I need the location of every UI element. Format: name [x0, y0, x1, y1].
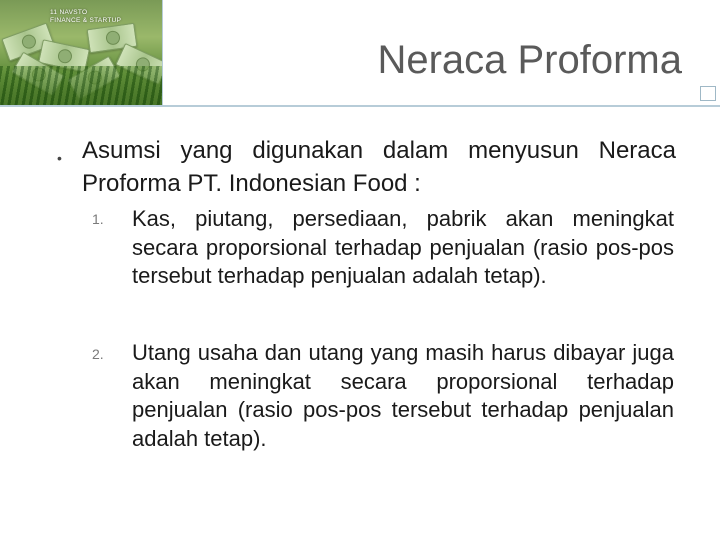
logo-line-1: 11 NAVSTO — [50, 9, 88, 16]
list-item-text: Utang usaha dan utang yang masih harus dibayar juga akan meningkat secara proporsional terhadap penjualan (rasio pos-pos tersebut terhadap penjualan adalah tetap). — [132, 340, 674, 451]
lead-paragraph: Asumsi yang digunakan dalam menyusun Neraca Proforma PT. Indonesian Food : — [82, 137, 676, 197]
list-item-number: 2. — [92, 346, 104, 362]
list-item-number: 1. — [92, 211, 104, 227]
bullet-icon: • — [57, 150, 62, 166]
slide-title: Neraca Proforma — [377, 38, 682, 82]
logo-line-2: FINANCE & STARTUP — [50, 17, 122, 24]
list-item-text: Kas, piutang, persediaan, pabrik akan meningkat secara proporsional terhadap penjualan (rasio pos-pos tersebut terhadap penjualan adalah tetap). — [132, 206, 674, 288]
